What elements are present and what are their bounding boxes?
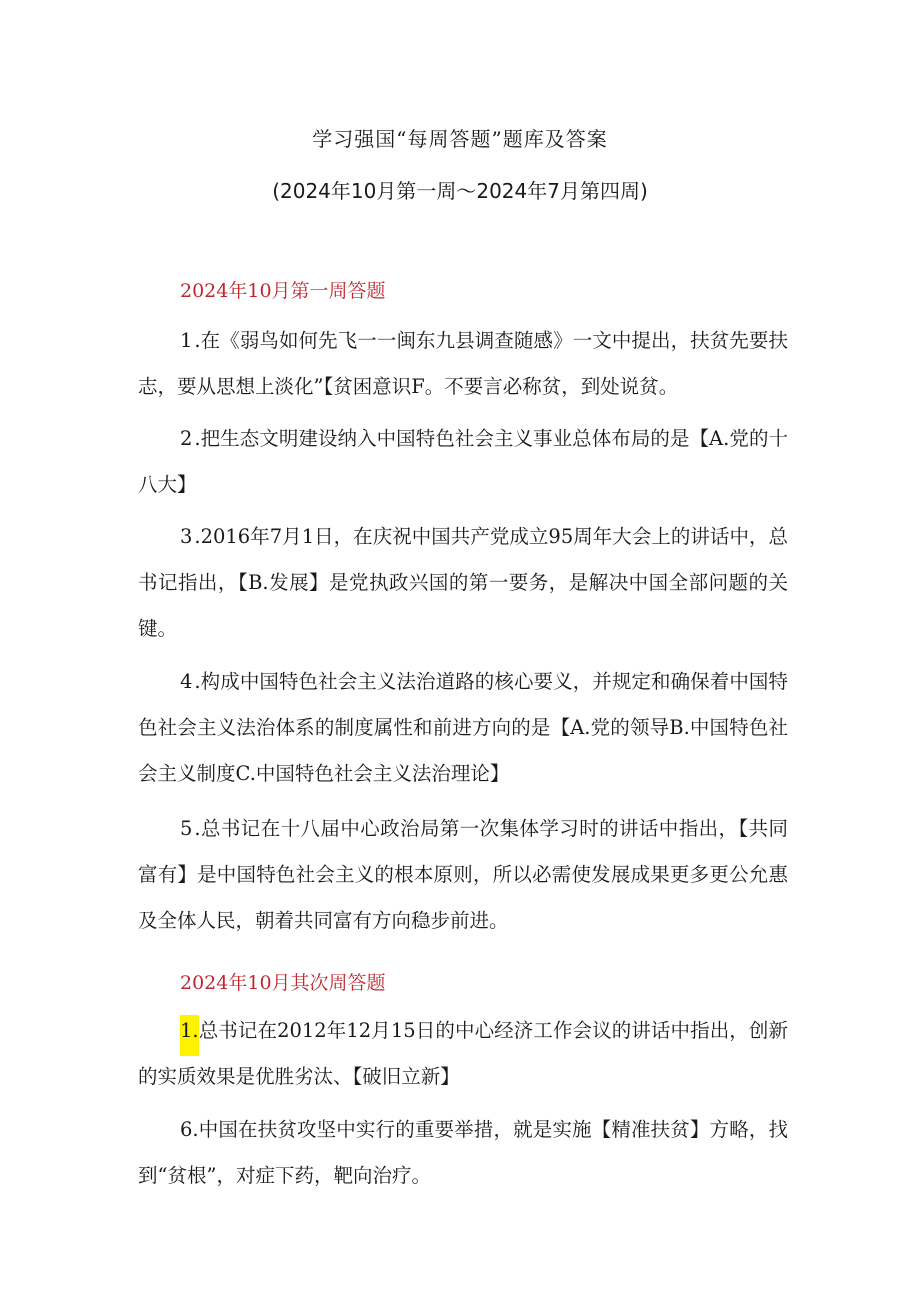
document-title: 学习强国“每周答题”题库及答案	[312, 127, 608, 151]
section-heading-week2: 2024年10月其次周答题	[180, 972, 386, 994]
question-text: .在《弱鸟如何先飞一一闽东九县调查随感》一文中提出，扶贫先要扶志，要从思想上淡化”【贫困意识F。不要言必称贫，到处说贫。	[138, 329, 788, 398]
question-item	[138, 659, 788, 797]
question-text: 总书记在2012年12月15日的中心经济工作会议的讲话中指出，创新的实质效果是优胜劣汰、【破旧立新】	[138, 1019, 788, 1088]
question-number: 3	[180, 525, 193, 548]
document-subtitle: (2024年10月第一周〜2024年7月第四周)	[272, 179, 648, 203]
question-text: .把生态文明建设纳入中国特色社会主义事业总体布局的是【A.党的十八大】	[138, 427, 788, 496]
section-heading-week1: 2024年10月第一周答题	[180, 280, 386, 302]
question-number: 4	[180, 670, 193, 693]
question-item	[138, 514, 788, 652]
question-text: .总书记在十八届中心政治局第一次集体学习时的讲话中指出，【共同富有】是中国特色社会主义的根本原则，所以必需使发展成果更多更公允惠及全体人民，朝着共同富有方向稳步前进。	[138, 817, 788, 932]
highlighted-question-number: 1.	[180, 1015, 199, 1056]
question-item	[138, 1008, 788, 1100]
question-number: 2	[180, 427, 193, 450]
question-number: 5	[180, 817, 193, 840]
question-item	[138, 1107, 788, 1199]
question-number: 1	[180, 329, 193, 352]
question-item	[138, 318, 788, 410]
question-item	[138, 416, 788, 508]
question-text: .2016年7月1日，在庆祝中国共产党成立95周年大会上的讲话中，总书记指出，【B.发展】是党执政兴国的第一要务，是解决中国全部问题的关键。	[138, 525, 788, 640]
question-number: 6	[180, 1118, 193, 1141]
question-text: .构成中国特色社会主义法治道路的核心要义，并规定和确保着中国特色社会主义法治体系的制度属性和前进方向的是【A.党的领导B.中国特色社会主义制度C.中国特色社会主义法治理论】	[138, 670, 788, 785]
question-item	[138, 806, 788, 944]
question-text: .中国在扶贫攻坚中实行的重要举措，就是实施【精准扶贫】方略，找到“贫根”，对症下药，靶向治疗。	[138, 1118, 788, 1187]
